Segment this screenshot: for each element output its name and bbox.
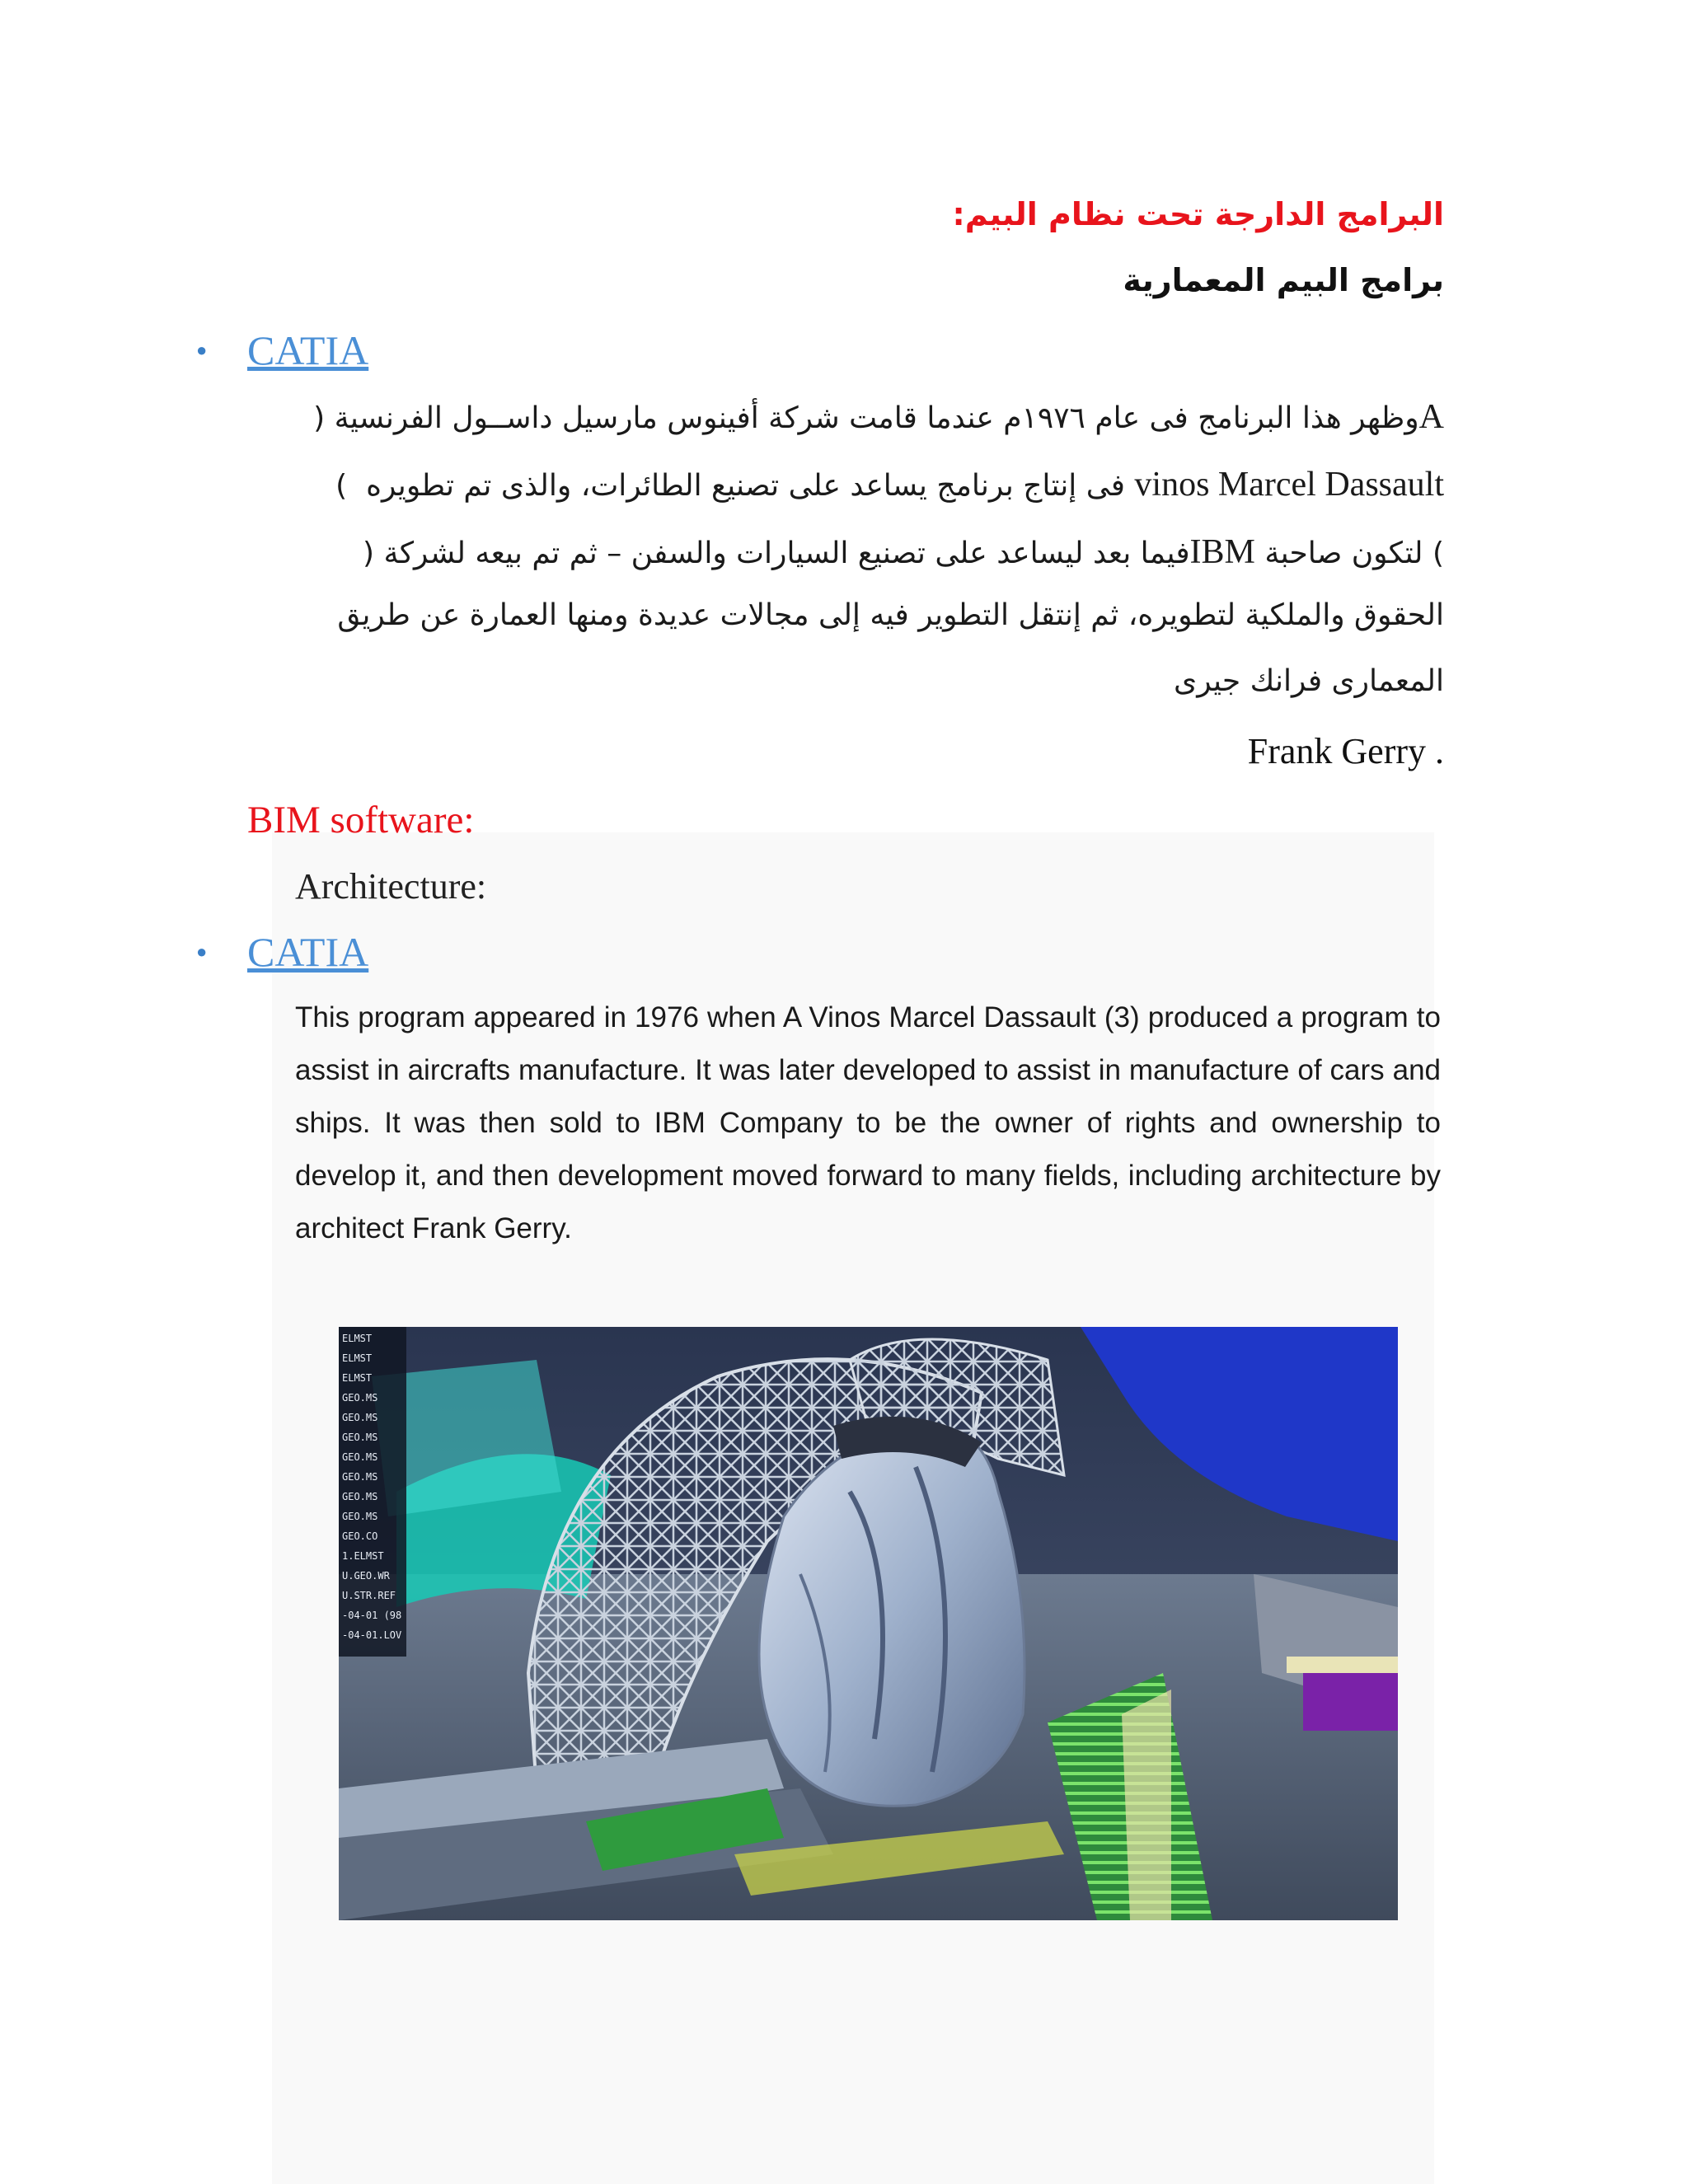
tree-label: ELMST [342,1352,373,1364]
tree-label: ELMST [342,1372,373,1384]
tree-label: GEO.MS [342,1471,378,1483]
tree-label: -04-01 (98 [342,1610,402,1621]
arabic-subheading: برامج البيم المعمارية [1123,262,1444,298]
latin-ibm: IBM [1189,533,1255,571]
latin-vinos: vinos Marcel Dassault [1134,466,1444,504]
tree-label: GEO.MS [342,1511,378,1522]
frank-gerry-line: Frank Gerry . [1247,731,1444,771]
catia-render-image [339,1327,1398,1920]
tree-label: GEO.MS [342,1392,378,1404]
arabic-paragraph-line-3 [363,532,1444,572]
catia-3d-model-illustration [339,1327,1398,1920]
model-tree-panel [339,1327,406,1657]
arabic-text: وظهر هذا البرنامج فى عام ١٩٧٦م عندما قامت شركة أفينوس مارسيل داســول الفرنسية ( [313,401,1419,435]
arabic-text: لتكون صاحبة [1264,537,1423,570]
tree-label: GEO.MS [342,1451,378,1463]
tree-label: GEO.MS [342,1491,378,1502]
architecture-subheading: Architecture: [295,866,487,907]
tree-label: 1.ELMST [342,1550,384,1562]
tree-label: -04-01.LOV [342,1629,402,1641]
tree-label: ELMST [342,1333,373,1344]
catia-link-english[interactable]: CATIA [247,929,369,975]
latin-a: A [1418,398,1444,436]
arabic-text: ) [1432,537,1444,570]
arabic-paragraph-line-5: المعمارى فرانك جيرى [1174,664,1444,698]
english-paragraph: This program appeared in 1976 when A Vinos Marcel Dassault (3) produced a program to assist in aircrafts manufacture. It was later developed to assist in manufacture of cars and ships. It was then sold to IBM Company to be the owner of rights and ownership to develop it, and then development moved forward to many fields, including architecture by architect Frank Gerry. [295,1001,1441,1244]
tree-label: U.STR.REF [342,1590,396,1601]
tree-label: U.GEO.WR [342,1570,390,1582]
bim-software-heading: BIM software: [247,799,475,841]
arabic-text: فى إنتاج برنامج يساعد على تصنيع الطائرات، والذى تم تطويره [366,469,1125,503]
paren-close: ) [335,469,348,503]
tree-label: GEO.MS [342,1412,378,1423]
arabic-section-heading: البرامج الدارجة تحت نظام البيم: [952,196,1444,232]
tree-label: GEO.MS [342,1432,378,1443]
catia-link-arabic[interactable]: CATIA [247,327,369,373]
arabic-text: فيما بعد ليساعد على تصنيع السيارات والسفن – ثم تم بيعه لشركة ( [363,537,1190,570]
arabic-paragraph-line-4: الحقوق والملكية لتطويره، ثم إنتقل التطوير فيه إلى مجالات عديدة ومنها العمارة عن طريق [337,598,1444,632]
tree-label: GEO.CO [342,1530,378,1542]
bullet-icon: ● [196,340,208,360]
arabic-paragraph-line-1 [313,397,1444,437]
arabic-paragraph-line-2 [335,465,1444,504]
bullet-icon: ● [196,941,208,962]
